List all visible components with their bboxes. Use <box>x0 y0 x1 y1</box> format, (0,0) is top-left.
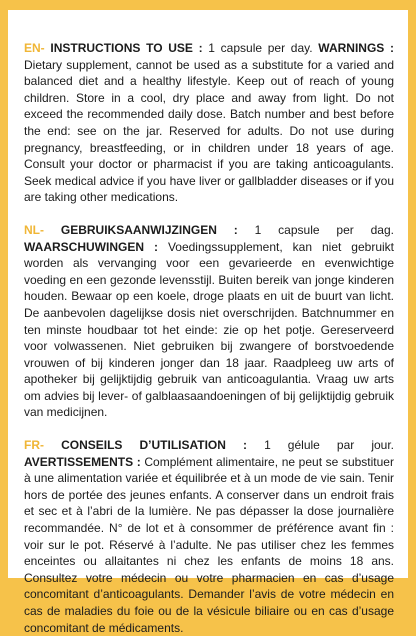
language-code: EN- <box>24 41 45 55</box>
warnings-text: Complément alimentaire, ne peut se substituer à une alimentation variée et équilibrée et à un mode de vie sain. Tenir hors de portée des jeunes enfants. A conserver dans un endroit frais et sec et à l’abri de la lumière. Ne pas dépasser la dose journalière recommandée. N° de lot et à consommer de préférence avant fin : voir sur le pot. Réservé à l’adulte. Ne pas utiliser chez les femmes enceintes ou allaitantes ni chez les enfants de moins 18 ans. Consultez votre médecin ou votre pharmacien en cas d’usage concomitant d’anticoagulants. Demander l’avis de votre médecin en cas de maladies du foie ou de la vésicule biliaire ou en cas d’usage concomitant de médicaments. <box>24 454 394 635</box>
instructions-heading: CONSEILS D’UTILISATION : <box>61 438 247 453</box>
warnings-text: Dietary supplement, cannot be used as a substitute for a varied and balanced diet and a healthy lifestyle. Keep out of reach of young children. Store in a cool, dry place and away from light. Do not exceed the recommended daily dose. Batch number and best before the end: see on the jar. Reserved for adults. Do not use during pregnancy, breastfeeding, or in children under 18 years of age. Consult your doctor or pharmacist if you are taking anticoagulants. Seek medical advice if you have liver or gallbladder diseases or if you are taking other medications. <box>24 57 394 205</box>
instructions-heading: INSTRUCTIONS TO USE : <box>50 41 203 55</box>
label-panel <box>8 10 408 635</box>
section-en <box>24 40 394 206</box>
warnings-text: Voedingssupplement, kan niet gebruikt worden als vervanging voor een gevarieerde en evenwichtige voeding en een gezonde levensstijl. Buiten bereik van jonge kinderen houden. Bewaar op een koele, droge plaats en uit de buurt van licht. De aanbevolen dagelijkse dosis niet overschrijden. Batchnummer en ten minste houdbaar tot het einde: zie op het potje. Gereserveerd voor volwassenen. Niet gebruiken bij zwangere of borstvoedende vrouwen of bij kinderen jonger dan 18 jaar. Raadpleeg uw arts of apotheker bij gelijktijdig gebruik van anticoagulantia. Vraag uw arts om advies bij lever- of galblaasaandoeningen of bij gelijktijdig gebruik van medicijnen. <box>24 239 394 420</box>
dose-text: 1 capsule per dag. <box>237 222 394 237</box>
instructions-heading: GEBRUIKSAANWIJZINGEN : <box>60 222 238 237</box>
section-nl <box>24 222 394 421</box>
language-code: FR- <box>24 438 44 453</box>
dose-text: 1 capsule per day. <box>202 41 319 55</box>
warnings-heading: WARNINGS : <box>318 41 394 55</box>
warnings-heading: AVERTISSEMENTS : <box>24 454 141 469</box>
warnings-heading: WAARSCHUWINGEN : <box>24 239 158 254</box>
dose-text: 1 gélule par jour. <box>247 438 394 453</box>
language-code: NL- <box>24 222 44 237</box>
section-fr <box>24 437 394 636</box>
